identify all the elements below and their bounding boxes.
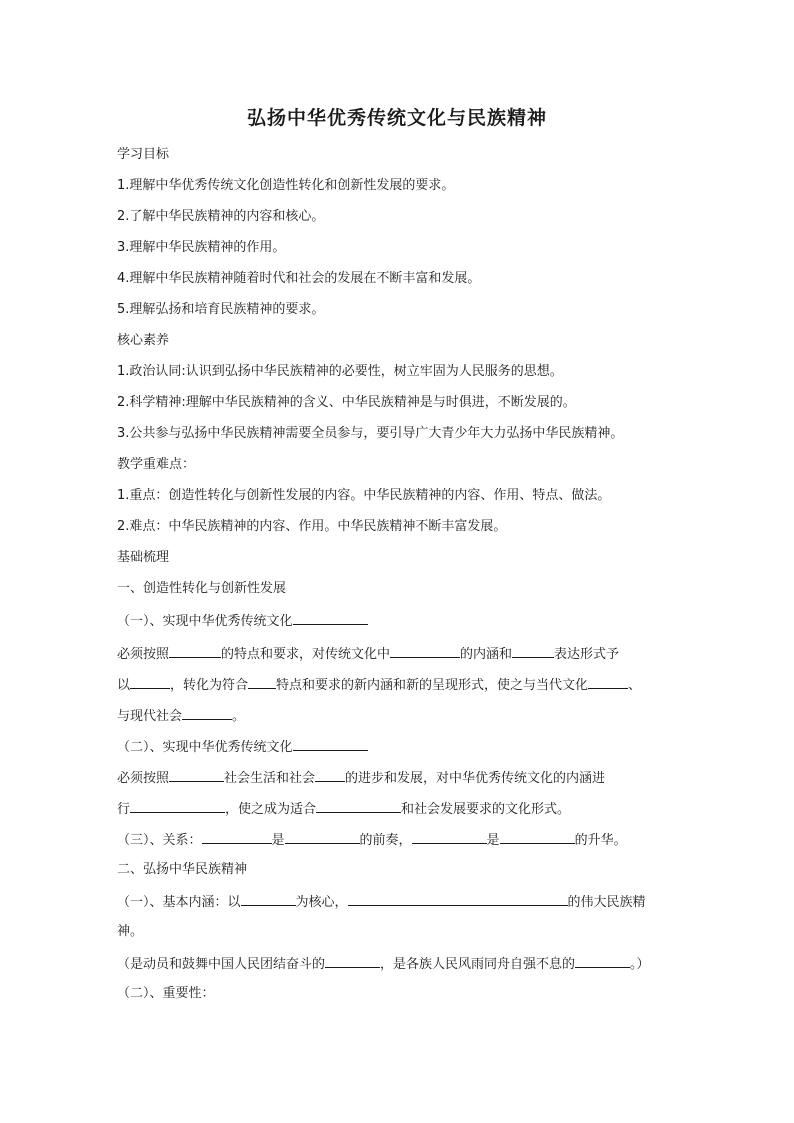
goal-item: 1.理解中华优秀传统文化创造性转化和创新性发展的要求。 xyxy=(117,178,455,193)
part1-sub1-line3: 与现代社会 。 xyxy=(117,706,687,726)
literacy-item: 1.政治认同:认识到弘扬中华民族精神的必要性，树立牢固为人民服务的思想。 xyxy=(117,364,563,379)
fill-blank[interactable] xyxy=(390,644,460,658)
section-core-literacy-label: 核心素养 xyxy=(117,333,170,348)
fill-blank[interactable] xyxy=(285,830,360,844)
goal-item: 3.理解中华民族精神的作用。 xyxy=(117,240,286,255)
part1-sub2-heading: （二）、实现中华优秀传统文化 xyxy=(117,737,687,757)
fill-blank[interactable] xyxy=(130,799,225,813)
part1-heading: 一、创造性转化与创新性发展 xyxy=(117,581,287,596)
part2-heading: 二、弘扬中华民族精神 xyxy=(117,862,248,877)
part1-sub1-heading: （一）、实现中华优秀传统文化 xyxy=(117,611,687,631)
literacy-item: 3.公共参与弘扬中华民族精神需要全员参与，要引导广大青少年大力弘扬中华民族精神。 xyxy=(117,426,624,441)
part2-basic-line2: 神。 xyxy=(117,924,144,939)
fill-blank[interactable] xyxy=(202,830,272,844)
section-keypoints-label: 教学重难点： xyxy=(117,457,196,472)
fill-blank[interactable] xyxy=(248,675,276,689)
fill-blank[interactable] xyxy=(293,737,368,751)
fill-blank[interactable] xyxy=(182,706,232,720)
fill-blank[interactable] xyxy=(412,830,487,844)
fill-blank[interactable] xyxy=(575,954,630,968)
part1-sub2-line2: 行 ，使之成为适合 和社会发展要求的文化形式。 xyxy=(117,799,687,819)
part1-sub1-line1: 必须按照 的特点和要求，对传统文化中 的内涵和 表达形式予 xyxy=(117,644,687,664)
part2-basic-line1: （一）、基本内涵：以 为核心， 的伟大民族精 xyxy=(117,892,687,912)
goal-item: 4.理解中华民族精神随着时代和社会的发展在不断丰富和发展。 xyxy=(117,271,481,286)
keypoint-item: 1.重点：创造性转化与创新性发展的内容。中华民族精神的内容、作用、特点、做法。 xyxy=(117,488,611,503)
fill-blank[interactable] xyxy=(325,954,380,968)
fill-blank[interactable] xyxy=(500,830,575,844)
fill-blank[interactable] xyxy=(512,644,554,658)
document-title: 弘扬中华优秀传统文化与民族精神 xyxy=(246,107,547,129)
fill-blank[interactable] xyxy=(348,892,568,906)
fill-blank[interactable] xyxy=(316,799,401,813)
part2-importance-heading: （二）、重要性： xyxy=(117,986,215,1001)
keypoint-item: 2.难点：中华民族精神的内容、作用。中华民族精神不断丰富发展。 xyxy=(117,519,507,534)
section-basics-label: 基础梳理 xyxy=(117,550,170,565)
fill-blank[interactable] xyxy=(315,768,345,782)
fill-blank[interactable] xyxy=(293,611,368,625)
fill-blank[interactable] xyxy=(169,768,224,782)
part1-sub3-relation: （三）、关系： 是 的前奏， 是 的升华。 xyxy=(117,830,687,850)
part1-sub2-line1: 必须按照 社会生活和社会 的进步和发展，对中华优秀传统文化的内涵进 xyxy=(117,768,687,788)
section-learning-goals-label: 学习目标 xyxy=(117,147,170,162)
fill-blank[interactable] xyxy=(241,892,296,906)
fill-blank[interactable] xyxy=(169,644,221,658)
literacy-item: 2.科学精神:理解中华民族精神的含义、中华民族精神是与时俱进，不断发展的。 xyxy=(117,395,576,410)
fill-blank[interactable] xyxy=(588,675,628,689)
part2-role-line: （是动员和鼓舞中国人民团结奋斗的 ，是各族人民风雨同舟自强不息的 。） xyxy=(117,954,687,974)
goal-item: 5.理解弘扬和培育民族精神的要求。 xyxy=(117,302,325,317)
fill-blank[interactable] xyxy=(130,675,170,689)
goal-item: 2.了解中华民族精神的内容和核心。 xyxy=(117,209,325,224)
part1-sub1-line2: 以 ，转化为符合 特点和要求的新内涵和新的呈现形式，使之与当代文化 、 xyxy=(117,675,687,695)
